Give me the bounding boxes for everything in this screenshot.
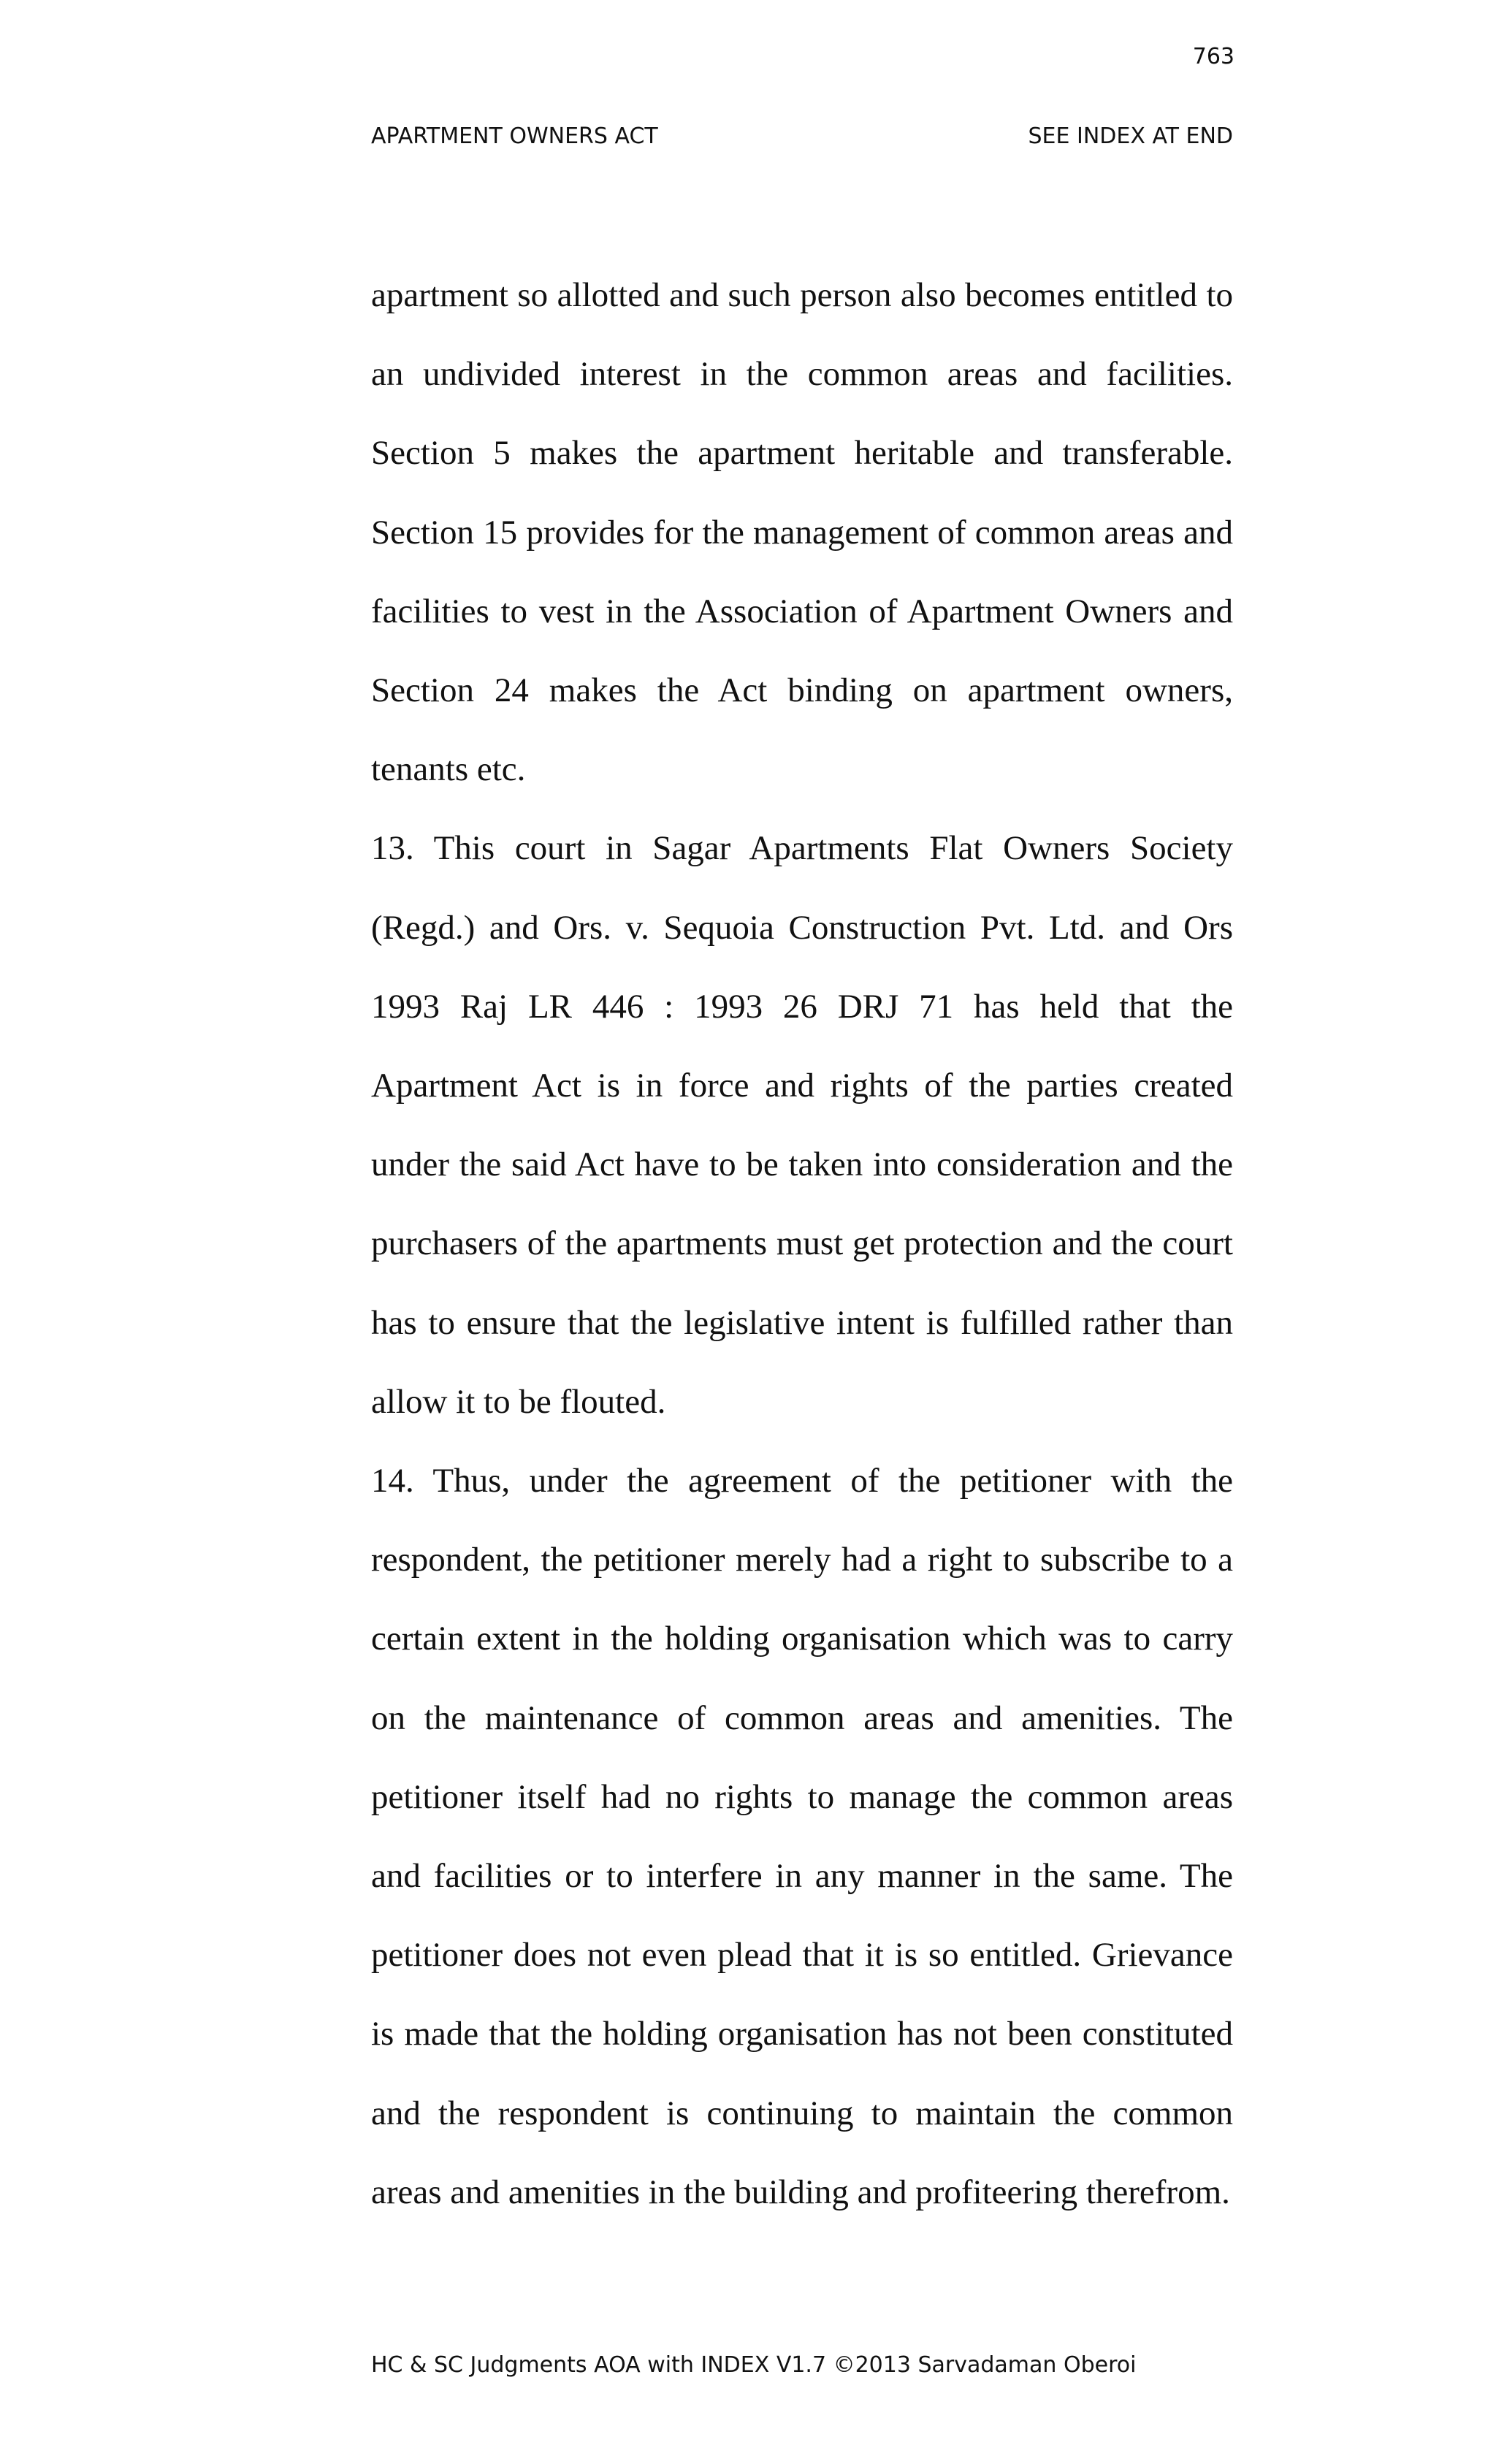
document-body [371,256,1233,2232]
page-number: 763 [1192,44,1234,69]
header-index-note: SEE INDEX AT END [1028,123,1233,149]
header-title: APARTMENT OWNERS ACT [371,123,658,149]
paragraph-13: 13. This court in Sagar Apartments Flat Owners Society (Regd.) and Ors. v. Sequoia Construction Pvt. Ltd. and Ors 1993 Raj LR 446 : 1993 26 DRJ 71 has held that the Apartment Act is in force and rights of the parties created under the said Act have to be taken into consideration and the purchasers of the apartments must get protection and the court has to ensure that the legislative intent is fulfilled rather than allow it to be flouted. [371,829,1233,1421]
paragraph-14: 14. Thus, under the agreement of the petitioner with the respondent, the petitioner merely had a right to subscribe to a certain extent in the holding organisation which was to carry on the maintenance of common areas and amenities. The petitioner itself had no rights to manage the common areas and facilities or to interfere in any manner in the same. The petitioner does not even plead that it is so entitled. Grievance is made that the holding organisation has not been constituted and the respondent is continuing to maintain the common areas and amenities in the building and profiteering therefrom. [371,1462,1233,2211]
paragraph-continuation: apartment so allotted and such person also becomes entitled to an undivided interest in the common areas and facilities. Section 5 makes the apartment heritable and transferable. Section 15 provides for the management of common areas and facilities to vest in the Association of Apartment Owners and Section 24 makes the Act binding on apartment owners, tenants etc. [371,276,1233,789]
running-header [371,121,1233,152]
page-footer: HC & SC Judgments AOA with INDEX V1.7 ©2013 Sarvadaman Oberoi [371,2352,1137,2378]
